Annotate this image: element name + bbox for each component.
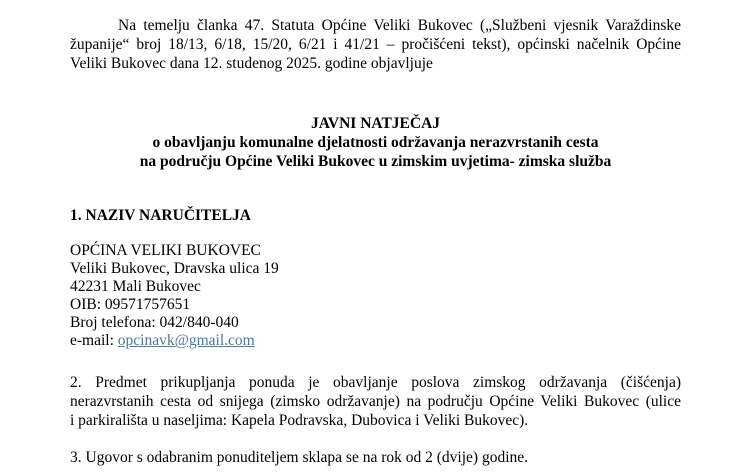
email-link[interactable]: opcinavk@gmail.com	[117, 332, 255, 349]
section-3-paragraph	[70, 448, 681, 467]
intro-line-2: županije“ broj 18/13, 6/18, 15/20, 6/21 i 41/21 – pročišćeni tekst), općinski načelnik Općine	[70, 36, 681, 53]
section-2-paragraph	[70, 373, 681, 430]
section-2-line-3: i parkirališta u naseljima: Kapela Podravska, Dubovica i Veliki Bukovec).	[70, 412, 529, 429]
contracting-authority-address	[70, 242, 279, 350]
title-line-3: na području Općine Veliki Bukovec u zimskim uvjetima- zimska služba	[139, 153, 612, 170]
intro-line-3: Veliki Bukovec dana 12. studenog 2025. godine objavljuje	[70, 55, 433, 72]
section-1-heading: 1. NAZIV NARUČITELJA	[70, 207, 252, 224]
section-2-line-2: nerazvrstanih cesta od snijega (zimsko održavanje) na području Općine Veliki Bukovec (ulice	[70, 393, 681, 410]
email-label: e-mail:	[70, 332, 118, 349]
section-3-text: 3. Ugovor s odabranim ponuditeljem sklapa se na rok od 2 (dvije) godine.	[70, 449, 529, 466]
document-title	[70, 114, 681, 171]
intro-paragraph	[70, 16, 681, 73]
authority-email-row	[70, 332, 279, 350]
authority-phone: Broj telefona: 042/840-040	[70, 314, 239, 331]
section-2-line-1: 2. Predmet prikupljanja ponuda je obavljanje poslova zimskog održavanja (čišćenja)	[70, 374, 681, 391]
title-line-2: o obavljanju komunalne djelatnosti održavanja nerazvrstanih cesta	[152, 134, 599, 151]
authority-oib: OIB: 09571757651	[70, 296, 191, 313]
title-line-1: JAVNI NATJEČAJ	[310, 115, 441, 132]
authority-postal: 42231 Mali Bukovec	[70, 278, 201, 295]
intro-line-1: Na temelju članka 47. Statuta Općine Veliki Bukovec („Službeni vjesnik Varaždinske	[118, 17, 681, 34]
authority-street: Veliki Bukovec, Dravska ulica 19	[70, 260, 279, 277]
authority-name: OPĆINA VELIKI BUKOVEC	[70, 242, 261, 259]
